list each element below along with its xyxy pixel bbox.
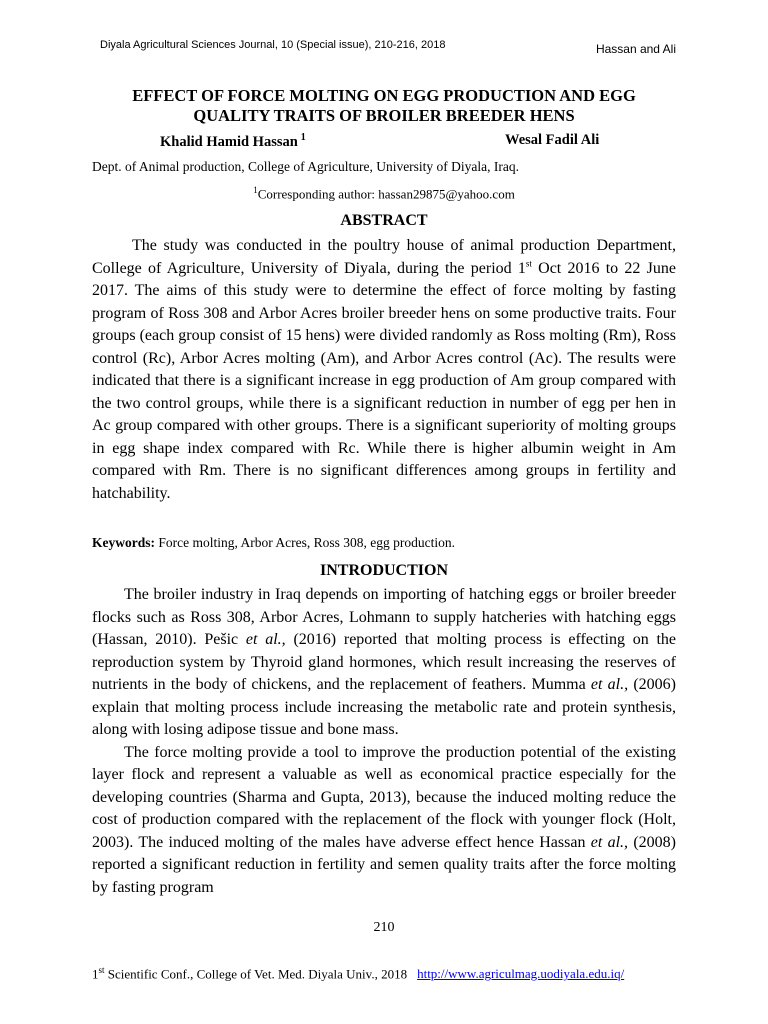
intro-p1-etal1: et al., (245, 631, 286, 648)
keywords-text: Force molting, Arbor Acres, Ross 308, egg production. (155, 535, 455, 550)
page-number: 210 (373, 920, 395, 935)
intro-p2-b: (2008) reported a significant reduction in fertility and semen quality traits after the force molting by fasting program (92, 833, 677, 896)
introduction-heading: INTRODUCTION (319, 562, 448, 579)
intro-p2-etal: et al., (590, 833, 629, 851)
abstract-part2: Oct 2016 to 22 June 2017. The aims of this study were to determine the effect of force molting by fasting program of Ross 308 and Arbor Acres broiler breeder hens on some productive traits. Four groups (each group consist of 15 hens) were divided randomly as Ross molting (Rm), Ross control (Rc), Arbor Acres molting (Am), and Arbor Acres control (Ac). The results were indicated that there is a significant increase in egg production of Am group compared with the two control groups, while there is a significant reduction in number of egg per hen in Ac group compared with other groups. There is a significant superiority of molting groups in egg shape index compared with Rc. While there is higher albumin weight in Am compared with Rm. There is no significant differences among groups in fertility and hatchability. (92, 259, 677, 502)
corresponding-text: Corresponding author: hassan29875@yahoo.com (257, 186, 515, 202)
journal-header: Diyala Agricultural Sciences Journal, 10 (Special issue), 210-216, 2018 (100, 39, 446, 51)
intro-p1-a: The broiler industry in Iraq depends on importing of hatching eggs or broiler breeder flocks such as Ross 308, Arbor Acres, Lohmann to supply hatcheries with hatching eggs (Hassan, 2010). Pešic (92, 586, 676, 648)
corresponding-mark: 1 (253, 185, 258, 195)
author-first (160, 132, 306, 151)
author-first-name: Khalid Hamid Hassan (160, 133, 298, 150)
footer (92, 965, 624, 982)
abstract-sup: st (525, 258, 532, 269)
intro-paragraph-1 (92, 584, 676, 742)
footer-url-link[interactable]: http://www.agriculmag.uodiyala.edu.iq/ (417, 966, 625, 982)
intro-p2-a: The force molting provide a tool to improve the production potential of the existing layer flock and represent a valuable as well as economical practice especially for the developing countries (Sharma and Gupta, 2013), because the induced molting reduce the cost of production compared with the replacement of the flock with younger flock (Holt, 2003). The induced molting of the males have adverse effect hence Hassan (92, 743, 676, 851)
paper-title: EFFECT OF FORCE MOLTING ON EGG PRODUCTION AND EGG QUALITY TRAITS OF BROILER BREEDER HENS (132, 86, 636, 125)
affiliation: Dept. of Animal production, College of Agriculture, University of Diyala, Iraq. (92, 159, 520, 174)
intro-p1-etal2: et al., (590, 676, 629, 693)
abstract-body (92, 235, 676, 505)
footer-ordinal: 1 (92, 966, 99, 982)
footer-text: Scientific Conf., College of Vet. Med. Diyala Univ., 2018 (104, 966, 408, 982)
corresponding-author (0, 185, 768, 202)
running-authors: Hassan and Ali (595, 42, 676, 56)
footer-ordinal-sup: st (98, 965, 105, 975)
intro-p1-c: (2006) explain that molting process include increasing the metabolic rate and protein synthesis, along with losing adipose tissue and bone mass. (92, 676, 676, 738)
intro-paragraph-2 (92, 742, 676, 900)
keywords (92, 535, 455, 551)
keywords-label: Keywords: (92, 535, 155, 550)
introduction-body (92, 584, 676, 899)
abstract-part1: The study was conducted in the poultry house of animal production Department, College of Agriculture, University of Diyala, during the period 1 (92, 237, 676, 277)
intro-p1-b: (2016) reported that molting process is effecting on the reproduction system by Thyroid gland hormones, which result increasing the reserves of nutrients in the body of chickens, and the replacement of feathers. Mumma (92, 631, 677, 693)
author-first-mark: 1 (300, 132, 306, 143)
author-second: Wesal Fadil Ali (505, 132, 600, 148)
abstract-heading: ABSTRACT (340, 212, 428, 229)
